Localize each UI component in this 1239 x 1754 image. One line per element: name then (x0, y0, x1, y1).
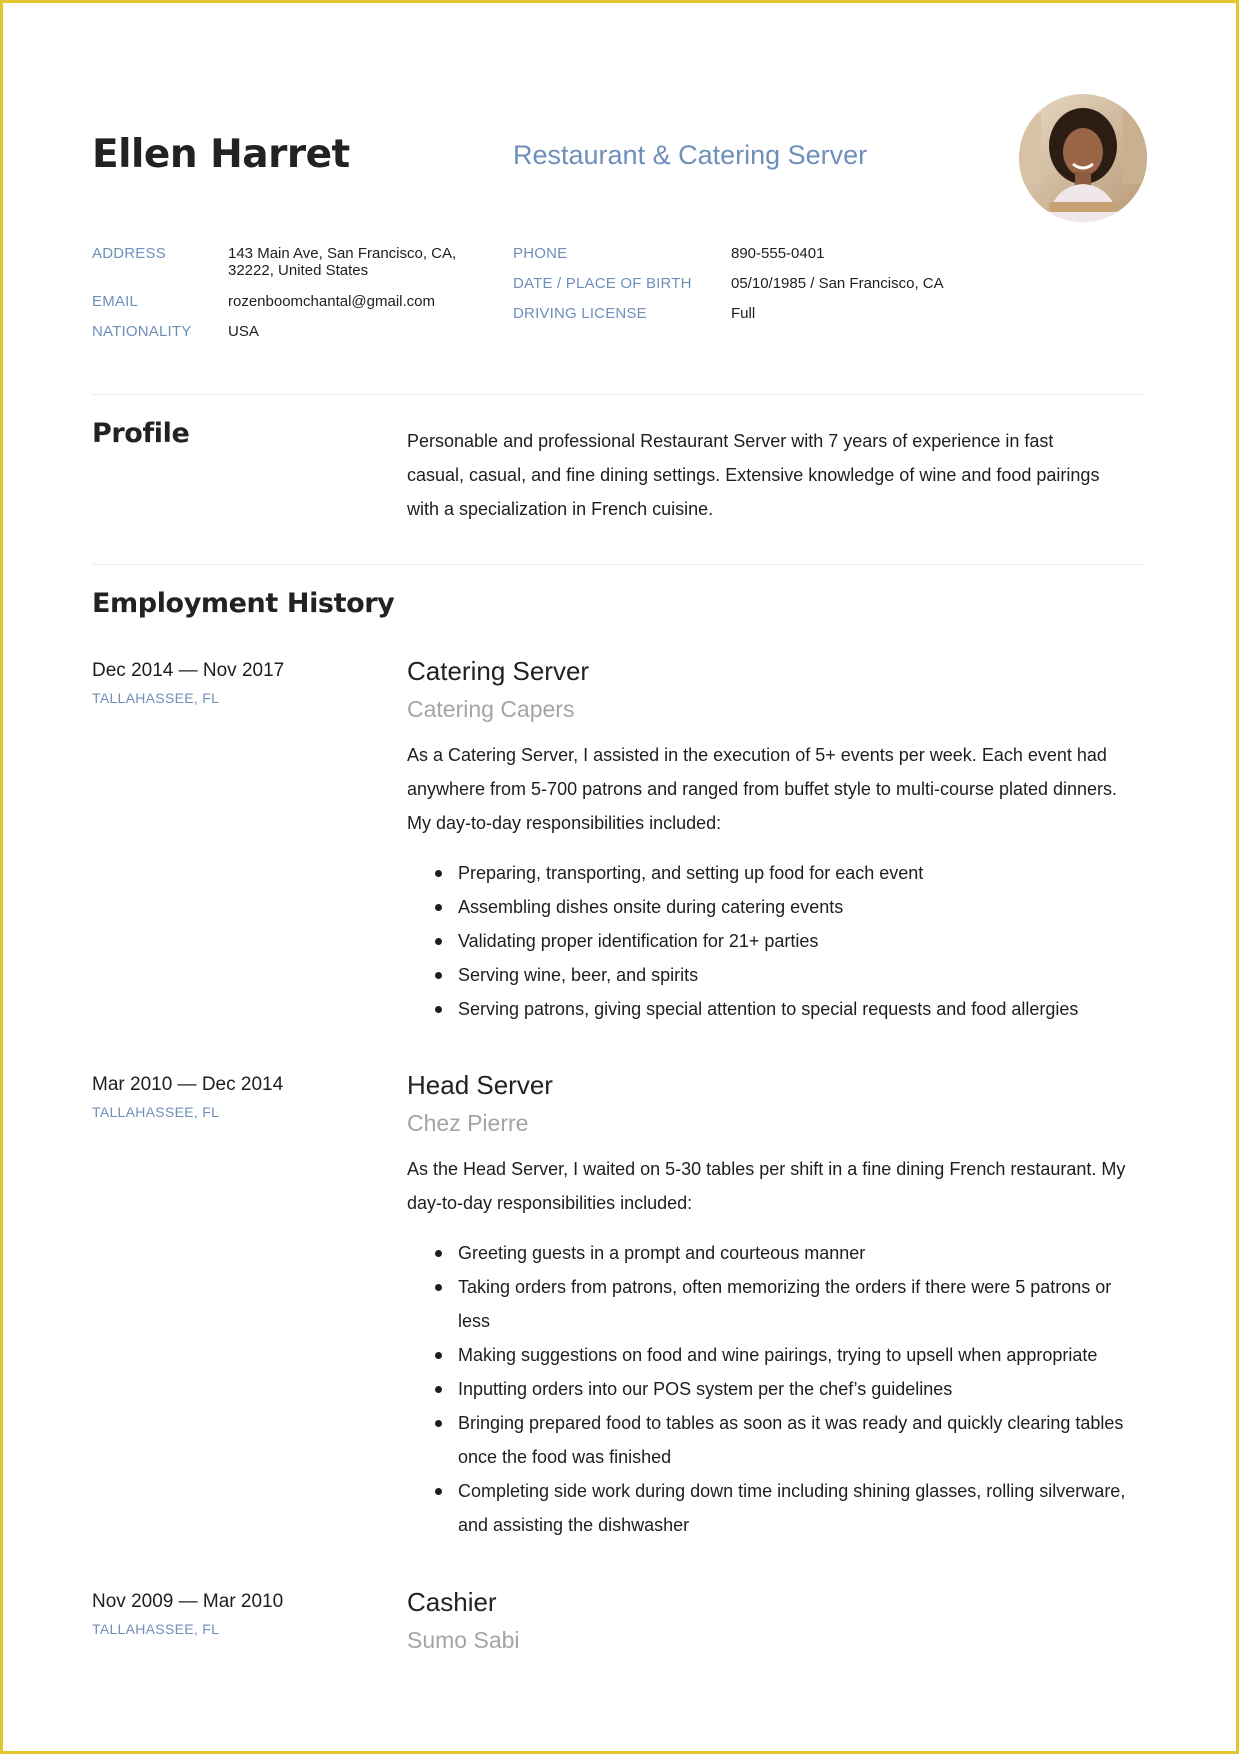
job-company: Chez Pierre (407, 1110, 529, 1136)
job-location: TALLAHASSEE, FL (92, 690, 220, 706)
job-location: TALLAHASSEE, FL (92, 1621, 220, 1637)
candidate-title: Restaurant & Catering Server (513, 140, 868, 170)
job-description: As the Head Server, I waited on 5-30 tables per shift in a fine dining French restaurant. My day-to-day responsibilities included: (407, 1159, 1126, 1213)
birth-label: DATE / PLACE OF BIRTH (513, 275, 692, 292)
list-item: Taking orders from patrons, often memorizing the orders if there were 5 patrons or less (407, 1270, 1137, 1338)
list-item: Completing side work during down time including shining glasses, rolling silverware, and assisting the dishwasher (407, 1474, 1137, 1542)
list-item: Validating proper identification for 21+ parties (407, 924, 1137, 958)
license-value: Full (731, 305, 756, 322)
address-label: ADDRESS (92, 245, 166, 262)
job-responsibilities (407, 856, 1137, 1026)
profile-heading: Profile (92, 418, 190, 449)
job-responsibilities (407, 1236, 1137, 1542)
job-role: Head Server (407, 1070, 553, 1100)
nationality-value: USA (228, 323, 259, 340)
phone-label: PHONE (513, 245, 568, 262)
job-company: Catering Capers (407, 696, 575, 722)
divider (92, 564, 1144, 565)
list-item: Making suggestions on food and wine pairings, trying to upsell when appropriate (407, 1338, 1137, 1372)
list-item: Preparing, transporting, and setting up food for each event (407, 856, 1137, 890)
license-label: DRIVING LICENSE (513, 305, 647, 322)
birth-value: 05/10/1985 / San Francisco, CA (731, 275, 944, 292)
phone-value[interactable]: 890-555-0401 (731, 245, 825, 262)
job-description: As a Catering Server, I assisted in the execution of 5+ events per week. Each event had anywhere from 5-700 patrons and ranged from buffet style to multi-course plated dinners. My day-to-day responsibilities included: (407, 745, 1118, 833)
address-line-1: 143 Main Ave, San Francisco, CA, (228, 245, 457, 262)
job-dates: Dec 2014 — Nov 2017 (92, 660, 285, 681)
list-item: Inputting orders into our POS system per the chef’s guidelines (407, 1372, 1137, 1406)
job-dates: Nov 2009 — Mar 2010 (92, 1591, 284, 1612)
candidate-name: Ellen Harret (92, 132, 350, 177)
list-item: Serving wine, beer, and spirits (407, 958, 1137, 992)
portrait-illustration (1019, 94, 1147, 222)
list-item: Greeting guests in a prompt and courteous manner (407, 1236, 1137, 1270)
address-line-2: 32222, United States (228, 262, 369, 279)
job-role: Catering Server (407, 656, 590, 686)
profile-summary: Personable and professional Restaurant Server with 7 years of experience in fast casual, casual, and fine dining settings. Extensive knowledge of wine and food pairings with a specialization in French cuisine. (407, 431, 1100, 519)
job-company: Sumo Sabi (407, 1627, 520, 1653)
list-item: Assembling dishes onsite during catering events (407, 890, 1137, 924)
profile-photo (1019, 94, 1147, 222)
email-value[interactable]: rozenboomchantal@gmail.com (228, 293, 435, 310)
job-role: Cashier (407, 1587, 497, 1617)
divider (92, 394, 1144, 395)
list-item: Bringing prepared food to tables as soon as it was ready and quickly clearing tables once the food was finished (407, 1406, 1137, 1474)
email-label: EMAIL (92, 293, 139, 310)
list-item: Serving patrons, giving special attention to special requests and food allergies (407, 992, 1137, 1026)
nationality-label: NATIONALITY (92, 323, 192, 340)
employment-heading: Employment History (92, 588, 395, 619)
job-dates: Mar 2010 — Dec 2014 (92, 1074, 284, 1095)
job-location: TALLAHASSEE, FL (92, 1104, 220, 1120)
